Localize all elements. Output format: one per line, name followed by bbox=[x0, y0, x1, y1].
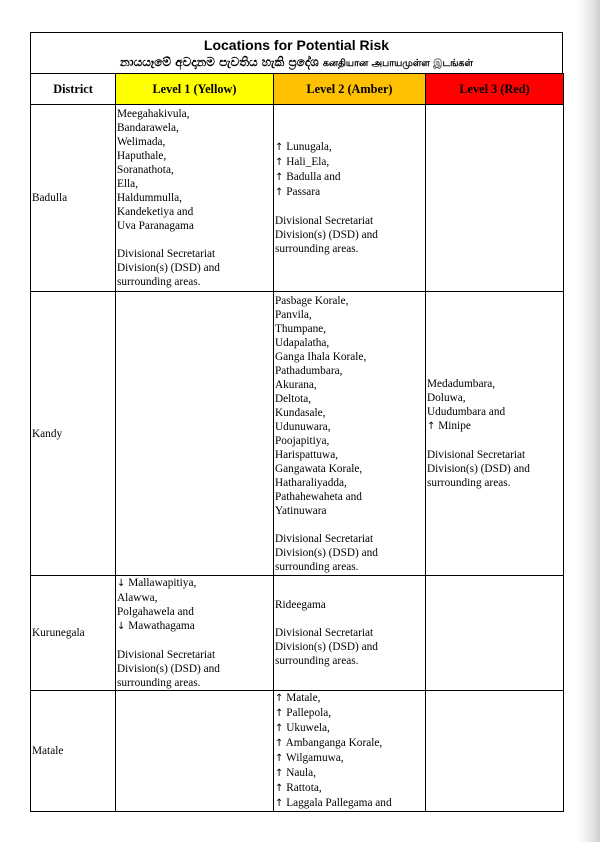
location-item: Harispattuwa, bbox=[275, 448, 339, 461]
level-2-cell bbox=[274, 576, 426, 691]
level-1-cell bbox=[116, 105, 274, 292]
dsd-note: Divisional Secretariat bbox=[427, 449, 526, 461]
location-item: Kundasale, bbox=[275, 406, 326, 419]
location-item: Ambanganga Korale, bbox=[285, 737, 383, 749]
level-1-cell bbox=[116, 576, 274, 691]
location-item: Yatinuwara bbox=[275, 504, 327, 517]
arrow-down-icon: ↓ bbox=[117, 621, 126, 632]
location-item: Kandeketiya and bbox=[117, 206, 194, 218]
level-3-cell bbox=[426, 576, 564, 691]
location-item: Pathadumbara, bbox=[275, 364, 343, 377]
level-2-cell bbox=[274, 292, 426, 576]
level-3-cell bbox=[426, 105, 564, 292]
dsd-note: Divisional Secretariat bbox=[275, 532, 374, 545]
location-item: Doluwa, bbox=[427, 392, 466, 404]
arrow-up-icon: ↑ bbox=[275, 157, 284, 168]
dsd-note: Division(s) (DSD) and bbox=[117, 663, 220, 675]
dsd-note: surrounding areas. bbox=[275, 655, 359, 667]
location-item: Laggala Pallegama and bbox=[286, 797, 392, 809]
page-edge-shadow bbox=[576, 0, 600, 842]
dsd-note: Division(s) (DSD) and bbox=[275, 641, 378, 653]
arrow-up-icon: ↑ bbox=[275, 783, 284, 794]
location-item: Alawwa, bbox=[117, 592, 158, 604]
location-item: Meegahakivula, bbox=[117, 108, 190, 120]
header-level-1: Level 1 (Yellow) bbox=[116, 74, 274, 105]
location-item: Lunugala, bbox=[286, 141, 332, 153]
location-item: Soranathota, bbox=[117, 164, 174, 176]
arrow-up-icon: ↑ bbox=[275, 723, 284, 734]
location-item: Deltota, bbox=[275, 392, 312, 405]
location-item: Mallawapitiya, bbox=[128, 577, 197, 589]
location-item: Welimada, bbox=[117, 136, 166, 148]
location-item: Haputhale, bbox=[117, 150, 167, 162]
table-header-row bbox=[31, 74, 564, 105]
location-item: Minipe bbox=[438, 420, 471, 432]
location-item: Ududumbara and bbox=[427, 406, 506, 418]
risk-locations-table bbox=[30, 73, 564, 812]
table-row bbox=[31, 105, 564, 292]
location-item: Udunuwara, bbox=[275, 420, 331, 433]
location-item: Thumpane, bbox=[275, 322, 327, 335]
location-item: Gangawata Korale, bbox=[275, 462, 363, 475]
district-cell: Matale bbox=[31, 691, 116, 812]
location-item: Hatharaliyadda, bbox=[275, 476, 347, 489]
district-cell: Badulla bbox=[31, 105, 116, 292]
table-row bbox=[31, 576, 564, 691]
level-2-cell bbox=[274, 691, 426, 812]
dsd-note: Divisional Secretariat bbox=[117, 649, 216, 661]
location-item: Badulla and bbox=[286, 171, 341, 183]
location-item: Uva Paranagama bbox=[117, 220, 194, 232]
dsd-note: Divisional Secretariat bbox=[275, 215, 374, 227]
header-district: District bbox=[31, 74, 116, 105]
location-item: Bandarawela, bbox=[117, 122, 179, 134]
location-item: Pathahewaheta and bbox=[275, 490, 362, 503]
dsd-note: Division(s) (DSD) and bbox=[275, 229, 378, 241]
arrow-up-icon: ↑ bbox=[275, 142, 284, 153]
location-item: Udapalatha, bbox=[275, 336, 330, 349]
arrow-up-icon: ↑ bbox=[275, 738, 284, 749]
title-sinhala: නායයෑමේ අවදානම පැවතිය හැකි ප්‍රදේශ bbox=[119, 55, 319, 69]
location-item: Hali_Ela, bbox=[286, 156, 330, 168]
location-item: Mawathagama bbox=[128, 620, 195, 632]
risk-document bbox=[30, 32, 563, 809]
district-cell: Kandy bbox=[31, 292, 116, 576]
location-item: Haldummulla, bbox=[117, 192, 182, 204]
level-1-cell bbox=[116, 691, 274, 812]
location-item: Pallepola, bbox=[286, 707, 332, 719]
location-item: Rattota, bbox=[286, 782, 322, 794]
dsd-note: surrounding areas. bbox=[427, 477, 511, 489]
table-row bbox=[31, 691, 564, 812]
location-item: Akurana, bbox=[275, 378, 317, 391]
location-item: Pasbage Korale, bbox=[275, 294, 349, 307]
location-item: Ukuwela, bbox=[286, 722, 330, 734]
arrow-up-icon: ↑ bbox=[275, 708, 284, 719]
table-row bbox=[31, 292, 564, 576]
location-item: Passara bbox=[286, 186, 321, 198]
dsd-note: Divisional Secretariat bbox=[275, 627, 374, 639]
location-item: Panvila, bbox=[275, 308, 312, 321]
dsd-note: Division(s) (DSD) and bbox=[275, 546, 378, 559]
level-2-cell bbox=[274, 105, 426, 292]
arrow-up-icon: ↑ bbox=[275, 768, 284, 779]
title-tamil: கனதியான அபாயமுள்ள இடங்கள் bbox=[322, 58, 474, 69]
location-item: Ella, bbox=[117, 178, 139, 190]
arrow-up-icon: ↑ bbox=[427, 421, 436, 432]
arrow-up-icon: ↑ bbox=[275, 693, 284, 704]
arrow-up-icon: ↑ bbox=[275, 172, 284, 183]
document-title-box bbox=[30, 32, 563, 74]
location-item: Ganga Ihala Korale, bbox=[275, 350, 367, 363]
dsd-note: surrounding areas. bbox=[117, 276, 201, 288]
location-item: Medadumbara, bbox=[427, 378, 496, 390]
level-1-cell bbox=[116, 292, 274, 576]
arrow-up-icon: ↑ bbox=[275, 753, 284, 764]
level-3-cell bbox=[426, 292, 564, 576]
header-level-2: Level 2 (Amber) bbox=[274, 74, 426, 105]
dsd-note: Division(s) (DSD) and bbox=[427, 463, 530, 475]
arrow-down-icon: ↓ bbox=[117, 578, 126, 589]
location-item: Naula, bbox=[286, 767, 317, 779]
location-item: Polgahawela and bbox=[117, 606, 194, 618]
location-item: Poojapitiya, bbox=[275, 434, 330, 447]
arrow-up-icon: ↑ bbox=[275, 798, 284, 809]
dsd-note: Divisional Secretariat bbox=[117, 248, 216, 260]
dsd-note: surrounding areas. bbox=[117, 677, 201, 689]
dsd-note: surrounding areas. bbox=[275, 560, 359, 573]
dsd-note: Division(s) (DSD) and bbox=[117, 262, 220, 274]
title-local-languages bbox=[31, 54, 562, 72]
arrow-up-icon: ↑ bbox=[275, 187, 284, 198]
dsd-note: surrounding areas. bbox=[275, 243, 359, 255]
header-level-3: Level 3 (Red) bbox=[426, 74, 564, 105]
district-cell: Kurunegala bbox=[31, 576, 116, 691]
location-item: Matale, bbox=[286, 692, 321, 704]
level-3-cell bbox=[426, 691, 564, 812]
location-item: Rideegama bbox=[275, 599, 326, 611]
title-english: Locations for Potential Risk bbox=[203, 37, 390, 53]
location-item: Wilgamuwa, bbox=[286, 752, 344, 764]
